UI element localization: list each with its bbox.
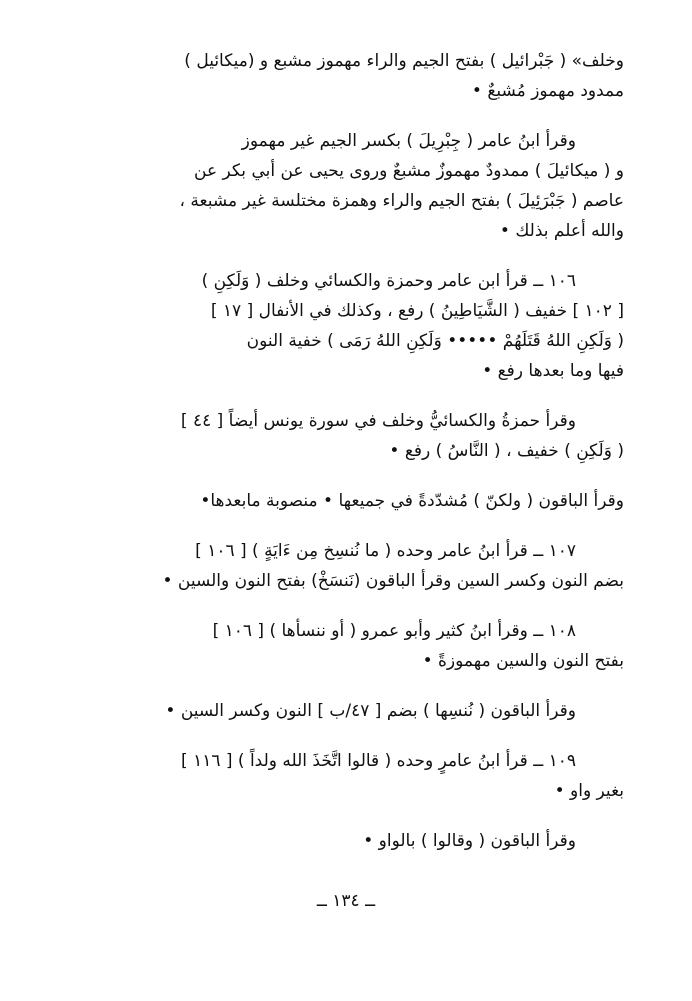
text-line: وقرأ ابنُ عامر ( جِبْرِيلَ ) بكسر الجيم غير مهموز [241,131,576,151]
text-line: بغير واو • [554,781,624,801]
text-line: ١٠٨ ــ وقرأ ابنُ كثير وأبو عمرو ( أو ننسأها ) [ ١٠٦ ] [212,621,576,641]
text-line: بضم النون وكسر السين وقرأ الباقون (نَنسَخْ) بفتح النون والسين • [162,571,624,591]
text-line: بفتح النون والسين مهموزةً • [422,651,624,671]
text-line: عاصم ( جَبْرَئِيلَ ) بفتح الجيم والراء وهمزة مختلسة غير مشبعة ، [179,191,624,211]
page-number: ــ ١٣٤ ــ [316,891,376,911]
text-line: ١٠٦ ــ قرأ ابن عامر وحمزة والكسائي وخلف ( وَلَكِنِ ) [201,271,576,291]
text-line: وقرأ حمزةُ والكسائيُّ وخلف في سورة يونس أيضاً [ ٤٤ ] [180,411,576,431]
text-line: وقرأ الباقون ( وقالوا ) بالواو • [363,831,576,851]
text-line: ممدود مهموز مُشبعٌ • [471,81,624,101]
text-line: ( وَلَكِنِ ) خفيف ، ( النَّاسُ ) رفع • [389,441,624,461]
text-line: والله أعلم بذلك • [499,221,624,241]
text-line: [ ١٠٢ ] خفيف ( الشَّيَاطِينُ ) رفع ، وكذلك في الأنفال [ ١٧ ] [210,301,624,321]
text-line: ( وَلَكِنِ اللهُ قَتَلَهُمْ ••••• وَلَكِنِ اللهُ رَمَى ) خفية النون [246,331,624,351]
text-line: و ( ميكائيلَ ) ممدودٌ مهموزٌ مشبعٌ وروى يحيى عن أبي بكر عن [194,161,624,181]
text-line: فيها وما بعدها رفع • [482,361,624,381]
text-line: ١٠٩ ــ قرأ ابنُ عامرٍ وحده ( قالوا اتَّخَذَ الله ولداً ) [ ١١٦ ] [181,751,576,771]
text-line: وخلف» ( جَبْرائيل ) بفتح الجيم والراء مهموز مشبع و (ميكائيل ) [184,51,624,71]
main-text [68,46,624,856]
text-line: وقرأ الباقون ( نُنسِها ) بضم [ ٤٧/ب ] النون وكسر السين • [165,701,576,721]
text-line: وقرأ الباقون ( ولكنّ ) مُشدّدةً في جميعها • منصوبة مابعدها• [200,491,624,511]
text-line: ١٠٧ ــ قرأ ابنُ عامر وحده ( ما نُنسِخ مِن ءَايَةٍ ) [ ١٠٦ ] [195,541,576,561]
